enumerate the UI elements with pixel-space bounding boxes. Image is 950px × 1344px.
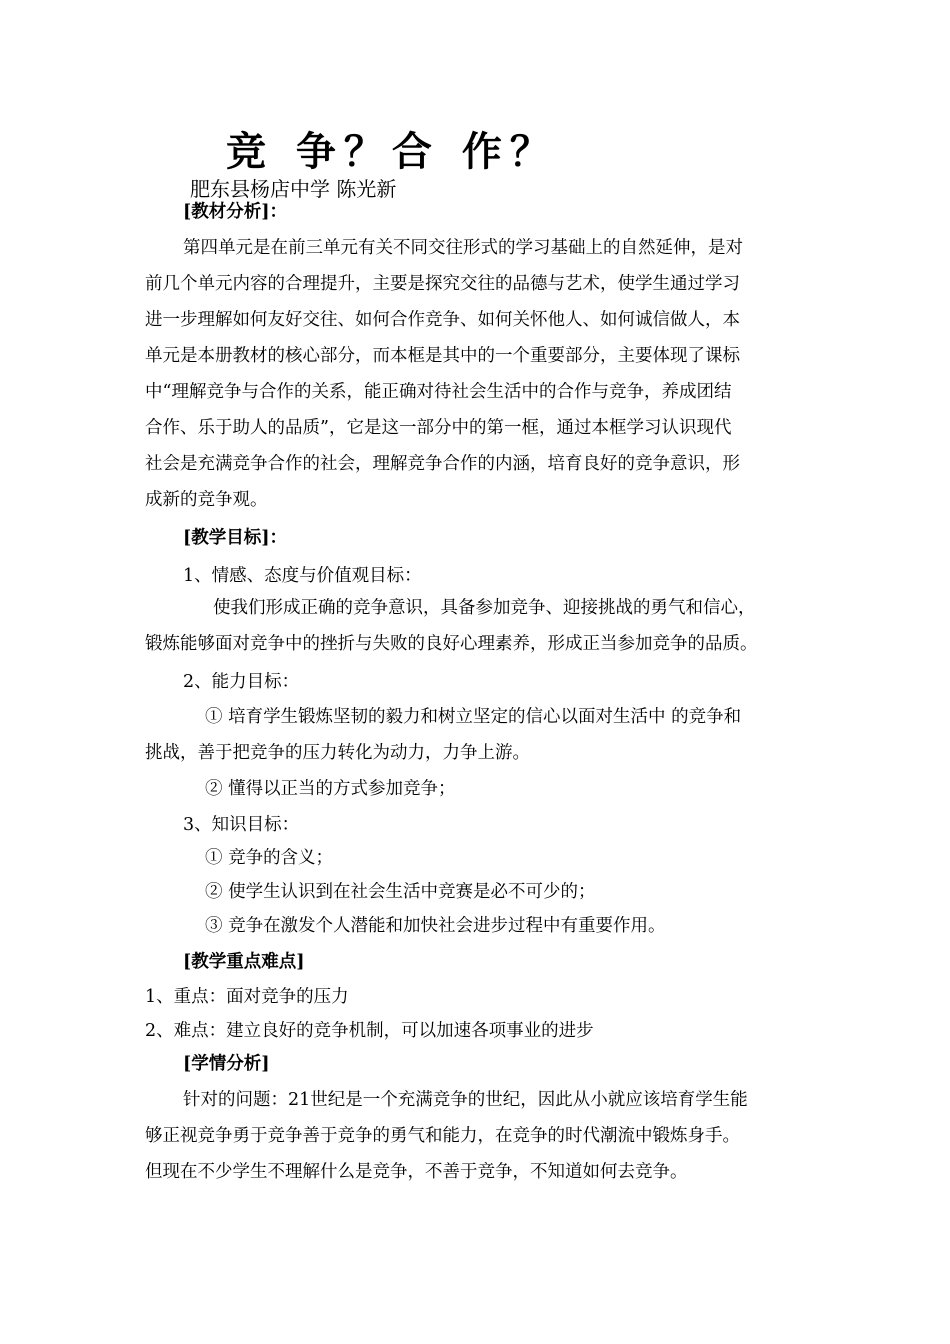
paragraph-line: 锻炼能够面对竞争中的挫折与失败的良好心理素养，形成正当参加竞争的品质。 xyxy=(145,634,758,654)
list-item: ③ 竞争在激发个人潜能和加快社会进步过程中有重要作用。 xyxy=(205,916,666,936)
goal-item-3: 3、知识目标： xyxy=(183,815,300,835)
paragraph-line: 前几个单元内容的合理提升，主要是探究交往的品德与艺术，使学生通过学习 xyxy=(145,274,740,294)
list-item: 2、难点：建立良好的竞争机制，可以加速各项事业的进步 xyxy=(145,1021,594,1041)
heading-textbook-analysis: [教材分析]： xyxy=(183,202,288,222)
goal-item-2: 2、能力目标： xyxy=(183,672,300,692)
paragraph-line: 中“理解竞争与合作的关系，能正确对待社会生活中的合作与竞争，养成团结 xyxy=(145,382,732,402)
paragraph-line: 社会是充满竞争合作的社会，理解竞争合作的内涵，培育良好的竞争意识，形 xyxy=(145,454,740,474)
page-title: 竞 争？合 作？ xyxy=(226,128,558,175)
paragraph-line: 单元是本册教材的核心部分，而本框是其中的一个重要部分，主要体现了课标 xyxy=(145,346,740,366)
goal-item-1: 1、情感、态度与价值观目标： xyxy=(183,566,422,586)
paragraph-line: 成新的竞争观。 xyxy=(145,490,268,510)
paragraph-line: 合作、乐于助人的品质”，它是这一部分中的第一框，通过本框学习认识现代 xyxy=(145,418,732,438)
paragraph-line: 第四单元是在前三单元有关不同交往形式的学习基础上的自然延伸，是对 xyxy=(183,238,743,258)
paragraph-line: 进一步理解如何友好交往、如何合作竞争、如何关怀他人、如何诚信做人，本 xyxy=(145,310,740,330)
heading-student-analysis: [学情分析] xyxy=(183,1054,270,1074)
paragraph-line: ② 懂得以正当的方式参加竞争； xyxy=(205,779,456,799)
author-line: 肥东县杨店中学 陈光新 xyxy=(190,177,397,201)
paragraph-line: 挑战，善于把竞争的压力转化为动力，力争上游。 xyxy=(145,743,530,763)
paragraph-line: 使我们形成正确的竞争意识，具备参加竞争、迎接挑战的勇气和信心， xyxy=(213,598,756,618)
paragraph-line: 够正视竞争勇于竞争善于竞争的勇气和能力，在竞争的时代潮流中锻炼身手。 xyxy=(145,1126,740,1146)
heading-teaching-goals: [教学目标]： xyxy=(183,528,288,548)
list-item: ② 使学生认识到在社会生活中竞赛是必不可少的； xyxy=(205,882,596,902)
list-item: ① 竞争的含义； xyxy=(205,848,334,868)
list-item: 1、重点：面对竞争的压力 xyxy=(145,987,349,1007)
paragraph-line: ① 培育学生锻炼坚韧的毅力和树立坚定的信心以面对生活中 的竞争和 xyxy=(205,707,742,727)
paragraph-line: 针对的问题：21世纪是一个充满竞争的世纪，因此从小就应该培育学生能 xyxy=(183,1090,748,1110)
paragraph-line: 但现在不少学生不理解什么是竞争，不善于竞争，不知道如何去竞争。 xyxy=(145,1162,688,1182)
heading-key-points: [教学重点难点] xyxy=(183,952,305,972)
